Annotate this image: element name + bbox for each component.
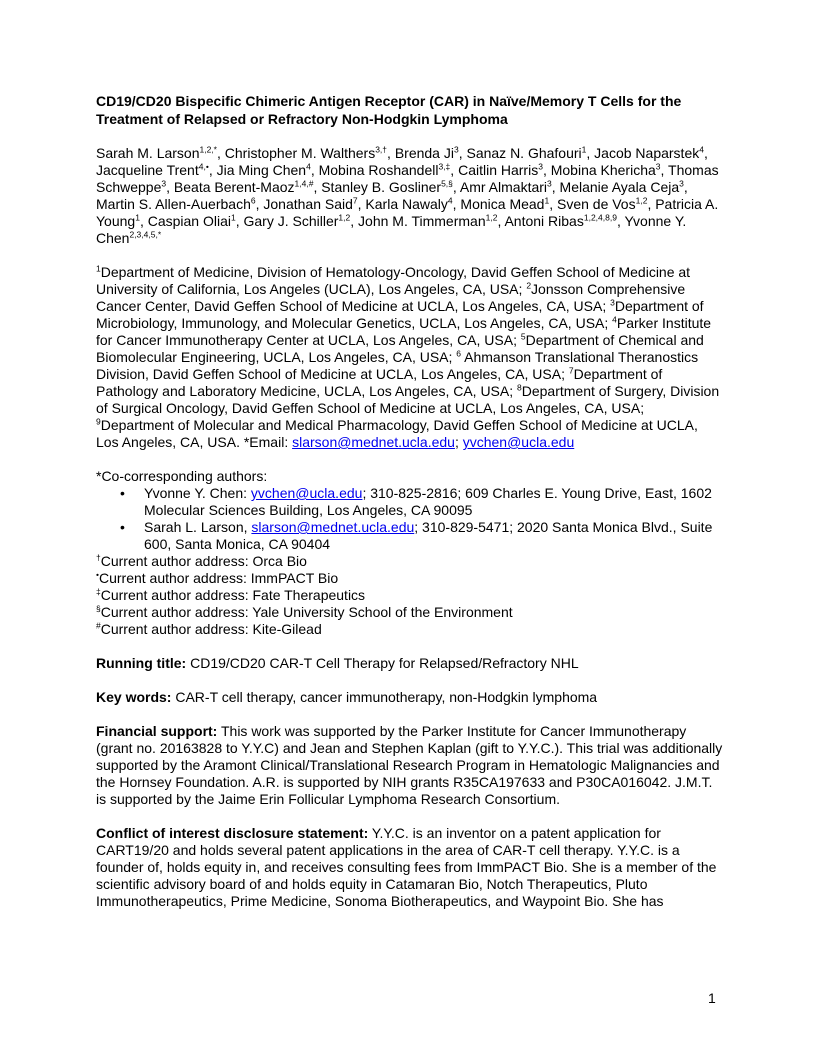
conflict-of-interest [96, 825, 724, 910]
keywords-label: Key words: [96, 689, 172, 705]
author-affiliation-marks: 1 [135, 212, 140, 223]
keywords-text: CAR-T cell therapy, cancer immunotherapy, non-Hodgkin lymphoma [171, 689, 598, 705]
author-name: Christopher M. Walthers [224, 145, 376, 161]
current-address-item [96, 621, 724, 638]
affiliation-number: 6 [456, 348, 462, 359]
author-name: Jacob Naparstek [594, 145, 700, 161]
author-name: Stanley B. Gosliner [321, 179, 442, 195]
affiliation-number: 9 [96, 416, 101, 427]
co-corresponding-contact: ; 310-829-5471; 2020 Santa Monica Blvd., Suite 600, Santa Monica, CA 90404 [144, 519, 713, 552]
current-address-item [96, 570, 724, 587]
author-name: Patricia A. Young [96, 196, 719, 229]
author-name: Thomas Schweppe [96, 162, 719, 195]
author-affiliation-marks: 3 [655, 161, 661, 172]
affiliation-number: 5 [520, 331, 526, 342]
author-name: Caitlin Harris [458, 162, 539, 178]
author-name: Brenda Ji [394, 145, 454, 161]
author-affiliation-marks: 3,† [375, 144, 388, 155]
author-name: Sven de Vos [556, 196, 636, 212]
keywords [96, 689, 724, 706]
author-affiliation-marks: 4 [306, 161, 311, 172]
author-affiliation-marks: 3 [547, 178, 552, 189]
co-corresponding-list [96, 485, 724, 553]
author-affiliation-marks: 3,‡ [438, 161, 451, 172]
email-separator: ; [454, 434, 459, 450]
paper-title: CD19/CD20 Bispecific Chimeric Antigen Receptor (CAR) in Naïve/Memory T Cells for the Treatment of Relapsed or Refractory Non-Hodgkin Lymphoma [96, 93, 682, 127]
author-affiliation-marks: 5,§ [441, 178, 453, 189]
author-name: Sarah M. Larson [96, 145, 200, 161]
page-number: 1 [708, 990, 716, 1006]
current-address-item [96, 587, 724, 604]
author-name: Jacqueline Trent [96, 162, 199, 178]
financial-support-label: Financial support: [96, 723, 218, 739]
author-affiliation-marks: 1,2 [338, 212, 351, 223]
author-name: Monica Mead [460, 196, 545, 212]
co-corresponding-email[interactable]: slarson@mednet.ucla.edu [251, 519, 415, 535]
current-address-list [96, 553, 724, 638]
author-affiliation-marks: 1,4,# [294, 178, 314, 189]
author-name: Gary J. Schiller [243, 213, 339, 229]
current-address-mark: ‡ [96, 586, 101, 597]
co-corresponding-section [96, 468, 724, 638]
affiliation-list [96, 264, 724, 451]
author-affiliation-marks: 2,3,4,5,* [129, 229, 162, 240]
affiliation-text: Ahmanson Translational Theranostics Division, David Geffen School of Medicine at UCLA, Los Angeles, CA, USA; [96, 349, 699, 382]
running-title-text: CD19/CD20 CAR-T Cell Therapy for Relapsed/Refractory NHL [186, 655, 579, 671]
author-affiliation-marks: 6 [250, 195, 256, 206]
author-affiliation-marks: 1,2 [635, 195, 648, 206]
affiliation-text: Department of Chemical and Biomolecular Engineering, UCLA, Los Angeles, CA, USA; [96, 332, 704, 365]
author-name: John M. Timmerman [358, 213, 486, 229]
affiliation-number: 1 [96, 263, 101, 274]
current-address-item [96, 553, 724, 570]
bullet-icon: • [120, 519, 125, 535]
author-affiliation-marks: 4 [699, 144, 704, 155]
author-name: Sanaz N. Ghafouri [466, 145, 582, 161]
affiliation-text: Department of Microbiology, Immunology, and Molecular Genetics, UCLA, Los Angeles, CA, USA; [96, 298, 704, 331]
co-corresponding-name: Yvonne Y. Chen: [144, 485, 251, 501]
running-title [96, 655, 724, 672]
bullet-icon: • [120, 485, 125, 501]
author-affiliation-marks: 4,• [198, 161, 209, 172]
affiliation-text: Department of Molecular and Medical Pharmacology, David Geffen School of Medicine at UCLA, Los Angeles, CA, USA. [96, 417, 698, 450]
conflict-of-interest-label: Conflict of interest disclosure statement: [96, 825, 369, 841]
current-address-mark: † [96, 552, 101, 563]
financial-support [96, 723, 724, 808]
email-prefix: *Email: [243, 434, 293, 450]
author-name: Beata Berent-Maoz [173, 179, 295, 195]
affiliation-number: 2 [526, 280, 532, 291]
affiliation-number: 8 [517, 382, 522, 393]
author-name: Martin S. Allen-Auerbach [96, 196, 251, 212]
affiliation-text: Department of Medicine, Division of Hematology-Oncology, David Geffen School of Medicine at University of California, Los Angeles (UCLA), Los Angeles, CA, USA; [96, 264, 691, 297]
author-name: Antoni Ribas [504, 213, 584, 229]
co-corresponding-contact: ; 310-825-2816; 609 Charles E. Young Drive, East, 1602 Molecular Sciences Building, Los Angeles, CA 90095 [144, 485, 712, 518]
current-address-text: Current author address: Yale University School of the Environment [100, 604, 513, 620]
current-address-mark: # [96, 620, 101, 631]
current-address-text: Current author address: ImmPACT Bio [98, 570, 339, 586]
author-affiliation-marks: 1,2 [485, 212, 498, 223]
current-address-text: Current author address: Fate Therapeutics [100, 587, 366, 603]
author-affiliation-marks: 3 [538, 161, 543, 172]
author-affiliation-marks: 1,2,* [199, 144, 217, 155]
current-address-item [96, 604, 724, 621]
email-link-larson[interactable]: slarson@mednet.ucla.edu [292, 434, 455, 450]
manuscript-page [96, 92, 724, 927]
author-affiliation-marks: 1 [544, 195, 550, 206]
author-affiliation-marks: 3 [679, 178, 684, 189]
financial-support-text: This work was supported by the Parker Institute for Cancer Immunotherapy (grant no. 20163828 to Y.Y.C) and Jean and Stephen Kaplan (gift to Y.Y.C.). This trial was additionally supported by the Aramont Clinical/Translational Research Program in Hematologic Malignancies and the Hornsey Foundation. A.R. is supported by NIH grants R35CA197633 and P30CA016042. J.M.T. is supported by the Jaime Erin Follicular Lymphoma Research Consortium. [96, 723, 723, 807]
co-corresponding-heading: *Co-corresponding authors: [96, 468, 268, 484]
author-affiliation-marks: 3 [161, 178, 167, 189]
affiliation-number: 3 [610, 297, 615, 308]
current-address-mark: • [96, 569, 99, 580]
author-affiliation-marks: 4 [447, 195, 453, 206]
current-address-text: Current author address: Kite-Gilead [100, 621, 322, 637]
author-name: Jia Ming Chen [216, 162, 307, 178]
author-affiliation-marks: 1 [230, 212, 236, 223]
affiliation-number: 7 [568, 365, 574, 376]
co-corresponding-name: Sarah L. Larson, [144, 519, 252, 535]
author-name: Yvonne Y. Chen [96, 213, 687, 246]
author-list: Sarah M. Larson$^{1,2,*}$, Christopher M. Walthers$^{3,\dagger}$, Brenda Ji$^3$, Sanaz N. Ghafouri$^1$, Jacob Naparstek$^4$, Jacqueline Trent$^{4,•}$, Jia Ming Chen$^4$, Mobina Roshandell$^{3,\ddagger}$, Caitlin Harris$^3$, Mobina Khericha$^3$, Thomas Schweppe$^3$, Beata Berent-Maoz$^{1,4,\#}$, Stanley B. Gosliner$^{5,\S}$, Amr Almaktari$^3$, Melanie Ayala Ceja$^3$, Martin S. Allen-Auerbach$^6$, Jonathan Said$^7$, Karla Nawaly$^4$, Monica Mead$^1$, Sven de Vos$^{1,2}$, Patricia A. Young$^1$, Caspian Oliai$^1$, Gary J. Schiller$^{1,2}$, John M. Timmerman$^{1,2}$, Antoni Ribas$^{1,2,4,8,9}$, Yvonne Y. Chen$^{2,3,4,5,*}$ [96, 144, 719, 246]
email-link-chen[interactable]: yvchen@ucla.edu [462, 434, 575, 450]
co-corresponding-email[interactable]: yvchen@ucla.edu [250, 485, 363, 501]
author-affiliation-marks: 1,2,4,8,9 [583, 212, 617, 223]
affiliation-text: Department of Surgery, Division of Surgical Oncology, David Geffen School of Medicine at UCLA, Los Angeles, CA, USA; [96, 383, 720, 416]
co-corresponding-item [96, 519, 724, 553]
running-title-label: Running title: [96, 655, 187, 671]
affiliation-number: 4 [612, 314, 617, 325]
affiliation-text: Jonsson Comprehensive Cancer Center, David Geffen School of Medicine at UCLA, Los Angeles, CA, USA; [96, 281, 686, 314]
author-name: Jonathan Said [263, 196, 353, 212]
author-name: Mobina Roshandell [318, 162, 439, 178]
affiliation-text: Department of Pathology and Laboratory Medicine, UCLA, Los Angeles, CA, USA; [96, 366, 663, 399]
co-corresponding-item [96, 485, 724, 519]
author-affiliation-marks: 7 [352, 195, 358, 206]
author-name: Caspian Oliai [147, 213, 231, 229]
author-name: Amr Almaktari [459, 179, 548, 195]
author-name: Karla Nawaly [365, 196, 448, 212]
affiliation-text: Parker Institute for Cancer Immunotherapy Center at UCLA, Los Angeles, CA, USA; [96, 315, 712, 348]
author-name: Melanie Ayala Ceja [559, 179, 680, 195]
current-address-mark: § [96, 603, 101, 614]
author-affiliation-marks: 3 [453, 144, 459, 155]
author-affiliation-marks: 1 [581, 144, 587, 155]
conflict-of-interest-text: Y.Y.C. is an inventor on a patent application for CART19/20 and holds several patent applications in the area of CAR-T cell therapy. Y.Y.C. is a founder of, holds equity in, and receives consulting fees from ImmPACT Bio. She is a member of the scientific advisory board of and holds equity in Catamaran Bio, Notch Therapeutics, Pluto Immunotherapeutics, Prime Medicine, Sonoma Biotherapeutics, and Waypoint Bio. She has [96, 825, 717, 909]
author-name: Mobina Khericha [550, 162, 656, 178]
current-address-text: Current author address: Orca Bio [100, 553, 307, 569]
